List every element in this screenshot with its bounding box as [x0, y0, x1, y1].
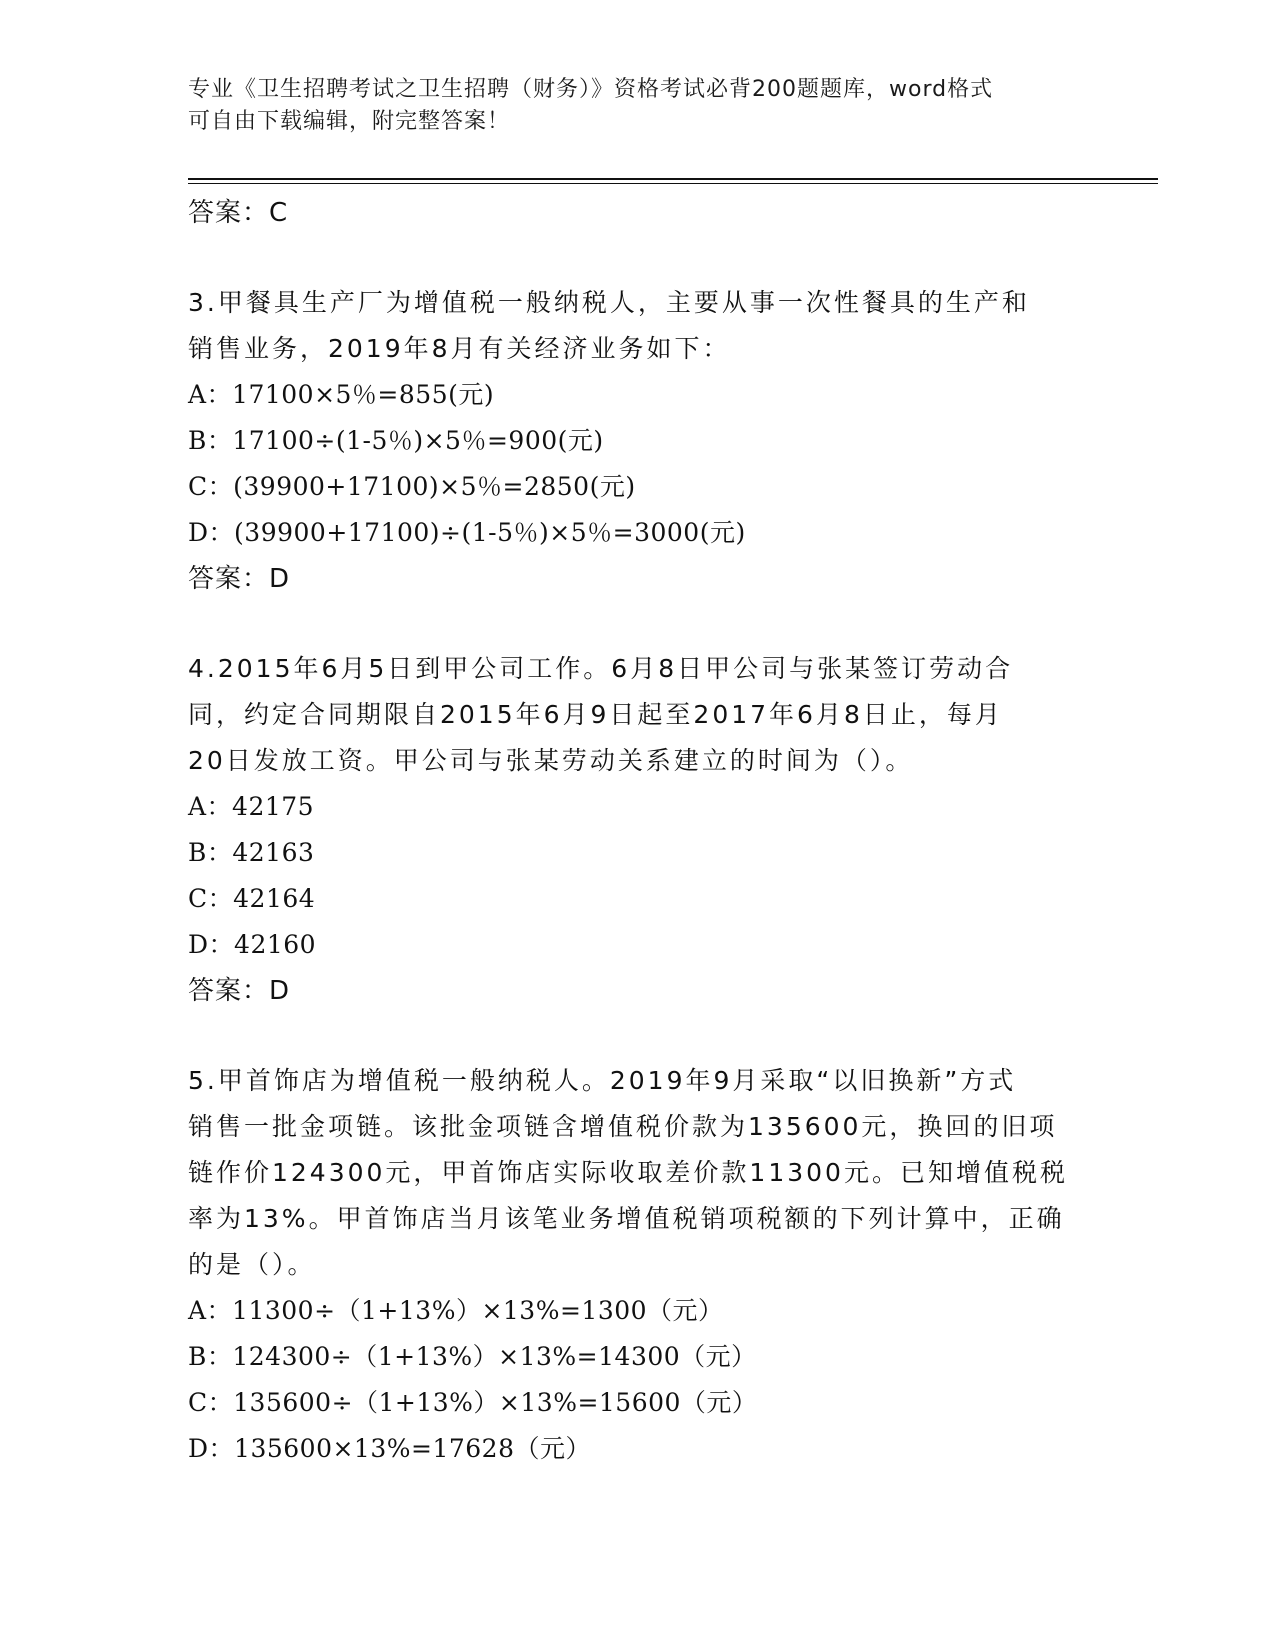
option-b: B：124300÷（1+13%）×13%=14300（元） [188, 1342, 757, 1371]
option-a: A：17100×5％=855(元) [188, 380, 495, 409]
option-d: D：42160 [188, 930, 317, 959]
option-d: D：135600×13%=17628（元） [188, 1434, 591, 1463]
header-divider-thin [188, 183, 1158, 184]
answer: 答案：D [188, 564, 291, 594]
stem-line: 销售一批金项链。该批金项链含增值税价款为135600元，换回的旧项 [188, 1112, 1058, 1141]
question-stem [188, 280, 1088, 372]
stem-line: 4.2015年6月5日到甲公司工作。6月8日甲公司与张某签订劳动合 [188, 654, 1014, 683]
option-c: C：42164 [188, 884, 316, 913]
option-a: A：42175 [188, 792, 315, 821]
answer-previous: 答案：C [188, 198, 289, 228]
option-b: B：17100÷(1-5％)×5％=900(元) [188, 426, 604, 455]
page-header [188, 74, 1088, 138]
header-title-line2: 可自由下载编辑，附完整答案！ [188, 109, 511, 134]
option-c: C：135600÷（1+13%）×13%=15600（元） [188, 1388, 758, 1417]
question-4 [188, 646, 1088, 1014]
question-stem [188, 646, 1088, 784]
stem-line: 链作价124300元，甲首饰店实际收取差价款11300元。已知增值税税 [188, 1158, 1068, 1187]
document-body [188, 190, 1088, 1472]
stem-line: 3.甲餐具生产厂为增值税一般纳税人，主要从事一次性餐具的生产和 [188, 288, 1030, 317]
stem-line: 的是（）。 [188, 1250, 316, 1279]
header-divider [188, 178, 1158, 180]
question-stem [188, 1058, 1088, 1288]
stem-line: 同，约定合同期限自2015年6月9日起至2017年6月8日止，每月 [188, 700, 1003, 729]
stem-line: 20日发放工资。甲公司与张某劳动关系建立的时间为（）。 [188, 746, 914, 775]
stem-line: 5.甲首饰店为增值税一般纳税人。2019年9月采取“以旧换新”方式 [188, 1066, 1017, 1095]
stem-line: 销售业务，2019年8月有关经济业务如下： [188, 334, 731, 363]
header-title-line1: 专业《卫生招聘考试之卫生招聘（财务）》资格考试必背200题题库，word格式 [188, 77, 994, 102]
question-3 [188, 280, 1088, 602]
option-c: C：(39900+17100)×5％=2850(元) [188, 472, 636, 501]
question-5 [188, 1058, 1088, 1472]
option-b: B：42163 [188, 838, 315, 867]
stem-line: 率为13%。甲首饰店当月该笔业务增值税销项税额的下列计算中，正确 [188, 1204, 1065, 1233]
option-d: D：(39900+17100)÷(1-5％)×5％=3000(元) [188, 518, 746, 547]
option-a: A：11300÷（1+13%）×13%=1300（元） [188, 1296, 724, 1325]
answer: 答案：D [188, 976, 291, 1006]
